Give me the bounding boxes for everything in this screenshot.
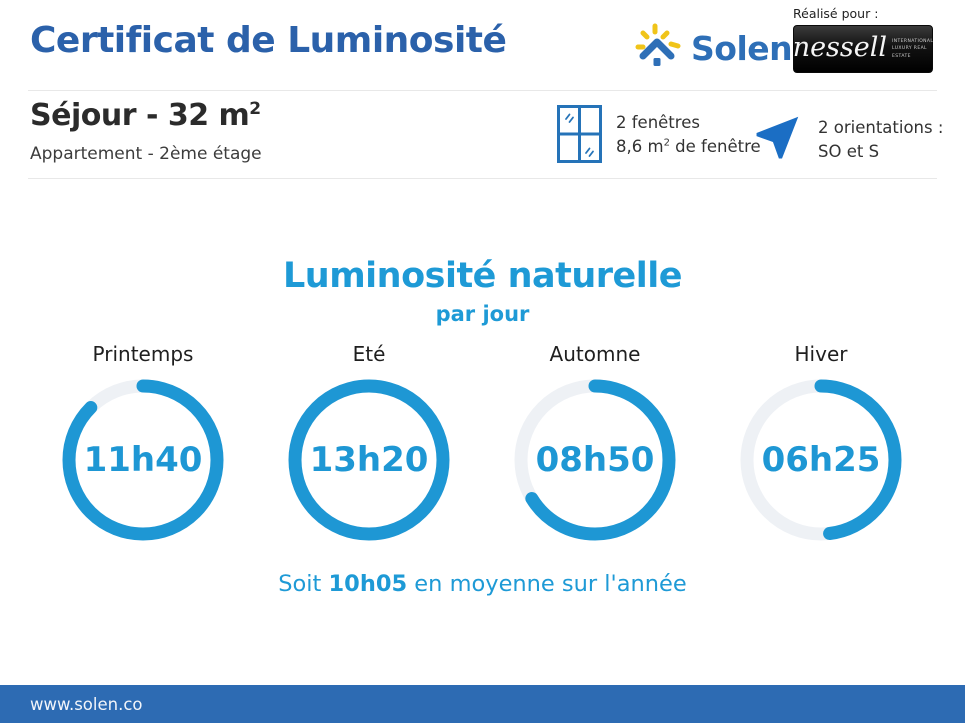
- orientations-info: 2 orientations : SO et S: [818, 118, 944, 161]
- chart-title: Luminosité naturelle: [282, 256, 683, 296]
- gauge-ete: [256, 342, 482, 543]
- footer-url: www.solen.co: [30, 694, 143, 714]
- windows-info: 2 fenêtres 8,6 $m^2$ de fenêtre: [616, 113, 761, 156]
- gauge-value: 13h20: [309, 440, 429, 480]
- solen-wordmark: Solen: [691, 28, 793, 68]
- donut-gauge: [286, 377, 452, 543]
- partner-caption: Réalisé pour :: [793, 6, 879, 21]
- average-value: 10h05: [328, 571, 408, 597]
- gauge-value: 11h40: [83, 440, 203, 480]
- header-divider: [28, 90, 937, 91]
- season-gauges: [30, 342, 935, 543]
- footer-bar: [0, 685, 965, 723]
- donut-gauge: [60, 377, 226, 543]
- gauge-hiver: [708, 342, 934, 543]
- donut-gauge: [738, 377, 904, 543]
- room-subtitle: Appartement - 2ème étage: [30, 144, 262, 164]
- gauge-value: 06h25: [761, 440, 881, 480]
- partner-logo-subtext: INTERNATIONAL LUXURY REAL ESTATE: [892, 39, 934, 59]
- gauge-value: 08h50: [535, 440, 655, 480]
- solen-sun-house-icon: [633, 22, 681, 74]
- season-label: Eté: [352, 342, 386, 366]
- window-icon: [557, 105, 602, 167]
- partner-block: [793, 6, 935, 73]
- orientation-arrow-icon: [756, 107, 808, 163]
- season-label: Hiver: [794, 342, 848, 366]
- room-divider: [28, 178, 937, 179]
- gauge-printemps: [30, 342, 256, 543]
- chart-subtitle: par jour: [435, 302, 530, 326]
- donut-gauge: [512, 377, 678, 543]
- partner-logo: [793, 25, 933, 73]
- gauge-automne: [482, 342, 708, 543]
- partner-logo-script: nessell: [792, 32, 888, 63]
- page-title: Certificat de Luminosité: [30, 20, 507, 61]
- season-label: Automne: [549, 342, 641, 366]
- yearly-average: Soit 10h05 en moyenne sur l'année: [278, 571, 687, 597]
- season-label: Printemps: [92, 342, 194, 366]
- solen-logo: [633, 22, 792, 74]
- room-title: Séjour - 32 $m^2$: [30, 98, 261, 133]
